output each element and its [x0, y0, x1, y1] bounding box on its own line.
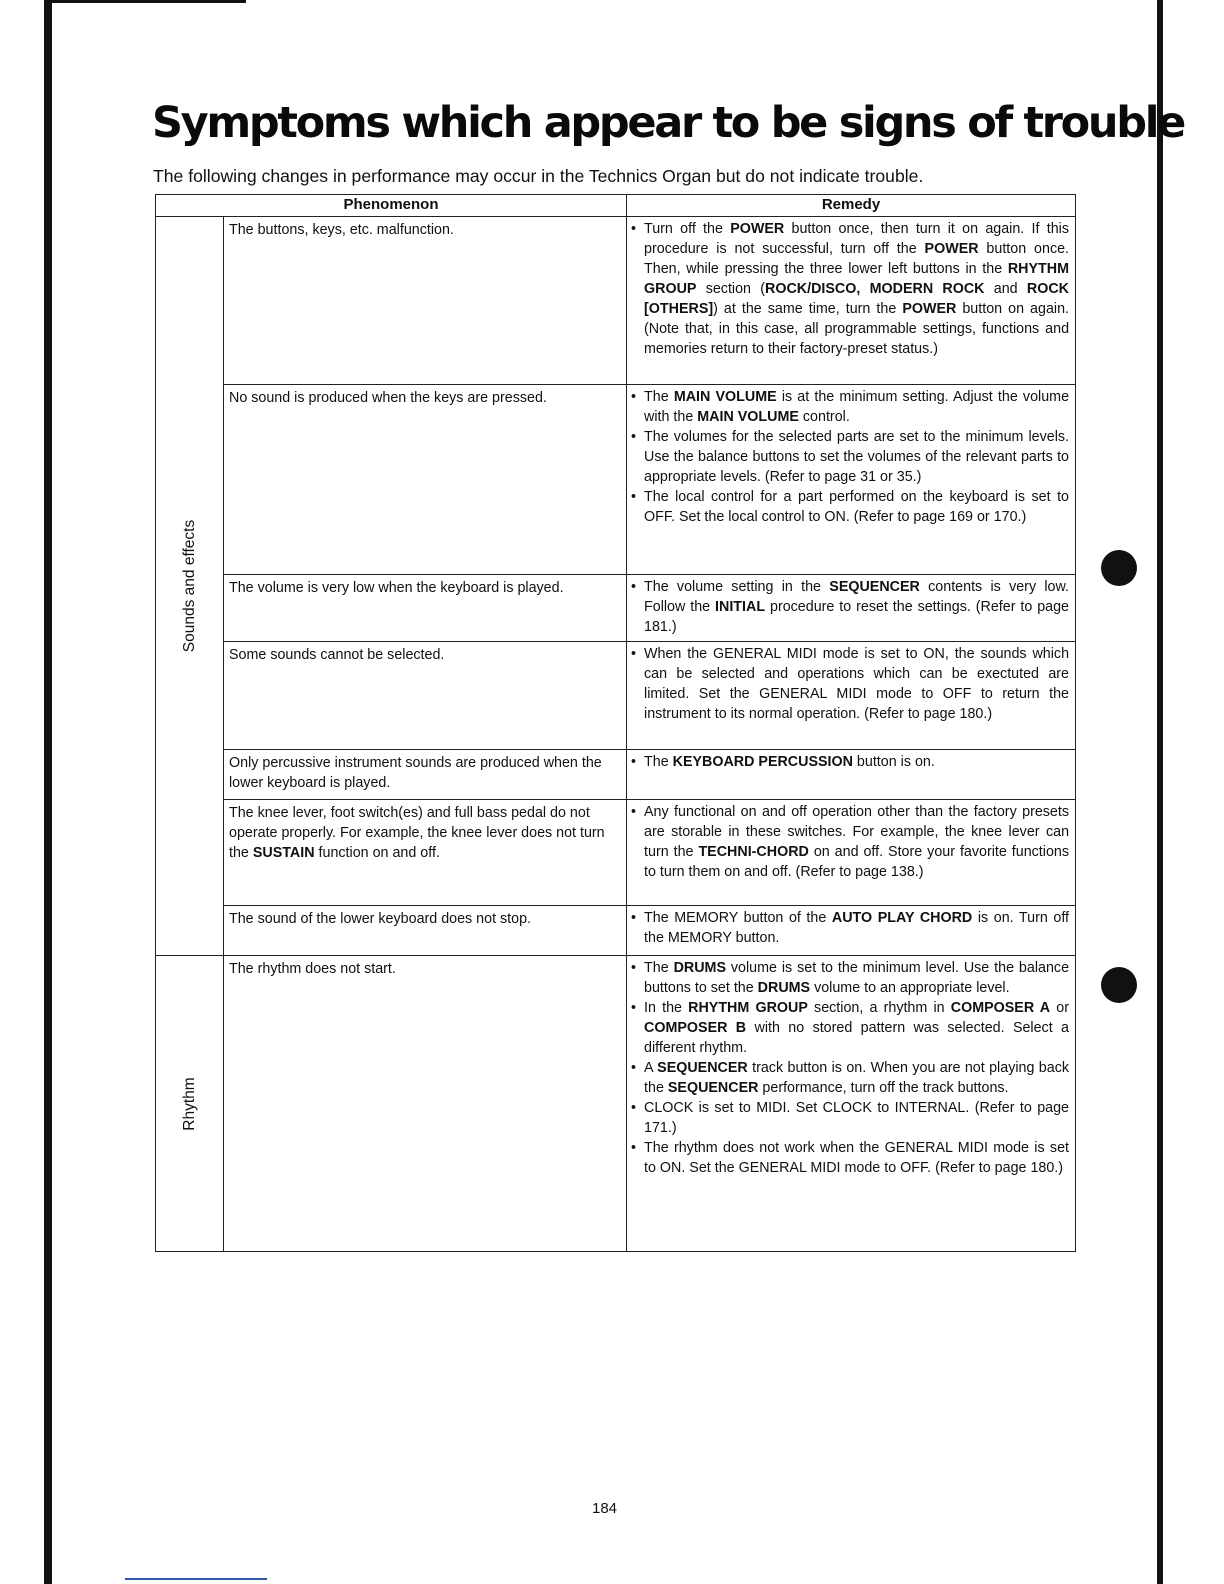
table-row [156, 642, 1076, 750]
text-run: The [644, 754, 673, 770]
remedy-item [630, 219, 1069, 359]
phenomenon-cell [224, 800, 627, 906]
phenomenon-cell: No sound is produced when the keys are pressed. [224, 385, 627, 575]
phenomenon-cell: Some sounds cannot be selected. [224, 642, 627, 750]
remedy-item [630, 1138, 1069, 1178]
text-run: The volume setting in the [644, 579, 830, 595]
page-frame-bottom [125, 1578, 267, 1580]
table-header-row [156, 195, 1076, 217]
remedy-cell [627, 750, 1076, 800]
phenomenon-cell: The rhythm does not start. [224, 956, 627, 1252]
text-run: A [644, 1060, 658, 1076]
text-run: track button is on. When you are not playing back the [644, 1060, 1070, 1096]
bold-term: TECHNI-CHORD [698, 844, 809, 860]
remedy-item [630, 802, 1069, 882]
text-run: When the GENERAL MIDI mode is set to ON, the sounds which can be selected and operations which can be exectuted are limited. Set the GENERAL MIDI mode to OFF to return the instrument to its normal operation. (Refer to page 180.) [644, 646, 1070, 722]
remedy-list [630, 219, 1069, 359]
page-frame-right [1157, 0, 1163, 1584]
category-cell [156, 217, 224, 956]
remedy-item [630, 958, 1069, 998]
text-run: The knee lever, foot switch(es) and full bass pedal do not operate properly. For example, the knee lever does not turn the [229, 805, 605, 861]
text-run: section, a rhythm in [807, 1000, 951, 1016]
table-row [156, 906, 1076, 956]
page-number: 184 [592, 1500, 618, 1517]
remedy-list [630, 908, 1069, 948]
bold-term: SEQUENCER [667, 1080, 759, 1096]
table-row [156, 385, 1076, 575]
text-run: button once. Then, while pressing the three lower left buttons in the [644, 241, 1070, 277]
troubleshooting-table [155, 194, 1076, 1252]
text-run: control. [798, 409, 850, 425]
text-run: is at the minimum setting. Adjust the volume with the [644, 389, 1070, 425]
header-remedy: Remedy [627, 195, 1076, 217]
remedy-item [630, 427, 1069, 487]
bold-term: DRUMS [757, 980, 811, 996]
bold-term: POWER [902, 301, 957, 317]
text-run: is on. Turn off the MEMORY button. [644, 910, 1070, 946]
table-row [156, 217, 1076, 385]
margin-tab-dot [1101, 967, 1137, 1003]
remedy-list [630, 577, 1069, 637]
bold-term: RHYTHM GROUP [644, 261, 1070, 297]
bold-term: POWER [924, 241, 979, 257]
table-row [156, 800, 1076, 906]
remedy-item [630, 487, 1069, 527]
text-run: volume is set to the minimum level. Use the balance buttons to set the [644, 960, 1070, 996]
text-run: The rhythm does not work when the GENERAL MIDI mode is set to ON. Set the GENERAL MIDI mode to OFF. (Refer to page 180.) [644, 1140, 1070, 1176]
page-frame-left [44, 0, 52, 1584]
phenomenon-cell: The buttons, keys, etc. malfunction. [224, 217, 627, 385]
phenomenon-cell: The volume is very low when the keyboard is played. [224, 575, 627, 642]
bold-term: SEQUENCER [657, 1060, 748, 1076]
remedy-item [630, 1058, 1069, 1098]
phenomenon-cell: Only percussive instrument sounds are produced when the lower keyboard is played. [224, 750, 627, 800]
bold-term: AUTO PLAY CHORD [831, 910, 973, 926]
margin-tab-dot [1101, 550, 1137, 586]
remedy-cell [627, 575, 1076, 642]
table-row [156, 956, 1076, 1252]
bold-term: COMPOSER A [950, 1000, 1051, 1016]
remedy-list [630, 752, 1069, 772]
text-run: on and off. Store your favorite functions to turn them on and off. (Refer to page 138.) [644, 844, 1070, 880]
text-run: The local control for a part performed on the keyboard is set to OFF. Set the local control to ON. (Refer to page 169 or 170.) [644, 489, 1070, 525]
text-run: section ( [696, 281, 766, 297]
category-cell [156, 956, 224, 1252]
text-run: The volumes for the selected parts are set to the minimum levels. Use the balance buttons to set the volumes of the relevant parts to appropriate levels. (Refer to page 31 or 35.) [644, 429, 1070, 485]
remedy-list [630, 644, 1069, 724]
text-run: CLOCK is set to MIDI. Set CLOCK to INTERNAL. (Refer to page 171.) [644, 1100, 1070, 1136]
remedy-item [630, 752, 1069, 772]
text-run: button is on. [852, 754, 935, 770]
bold-term: DRUMS [673, 960, 726, 976]
text-run: contents is very low. Follow the [644, 579, 1070, 615]
text-run: and [984, 281, 1027, 297]
bold-term: RHYTHM GROUP [688, 1000, 808, 1016]
text-run: button once, then turn it on again. If this procedure is not successful, turn off the [644, 221, 1070, 257]
category-label: Sounds and effects [180, 519, 198, 653]
text-run: ) at the same time, turn the [713, 301, 903, 317]
bold-term: MAIN VOLUME [697, 409, 799, 425]
bold-term: SUSTAIN [252, 845, 315, 861]
remedy-cell [627, 217, 1076, 385]
remedy-item [630, 644, 1069, 724]
category-label: Rhythm [180, 1076, 198, 1131]
table-body [156, 217, 1076, 1252]
text-run: The [644, 960, 674, 976]
text-run: Turn off the [644, 221, 731, 237]
phenomenon-cell: The sound of the lower keyboard does not stop. [224, 906, 627, 956]
table-row [156, 575, 1076, 642]
text-run: In the [644, 1000, 689, 1016]
bold-term: INITIAL [715, 599, 766, 615]
bold-term: ROCK/DISCO, MODERN ROCK [765, 281, 985, 297]
remedy-list [630, 958, 1069, 1178]
text-run: The [644, 389, 674, 405]
page-title: Symptoms which appear to be signs of trouble [152, 98, 1185, 148]
remedy-item [630, 577, 1069, 637]
bold-term: MAIN VOLUME [673, 389, 777, 405]
table-row [156, 750, 1076, 800]
remedy-cell [627, 906, 1076, 956]
intro-text: The following changes in performance may occur in the Technics Organ but do not indicate trouble. [153, 166, 924, 186]
text-run: Any functional on and off operation other than the factory presets are storable in these switches. For example, the knee lever can turn the [644, 804, 1070, 860]
remedy-item [630, 1098, 1069, 1138]
text-run: function on and off. [314, 845, 440, 861]
bold-term: ROCK [OTHERS] [644, 281, 1069, 317]
text-run: or [1050, 1000, 1070, 1016]
header-phenomenon: Phenomenon [156, 195, 627, 217]
bold-term: KEYBOARD PERCUSSION [672, 754, 853, 770]
text-run: with no stored pattern was selected. Select a different rhythm. [644, 1020, 1070, 1056]
text-run: The MEMORY button of the [644, 910, 832, 926]
text-run: performance, turn off the track buttons. [758, 1080, 1009, 1096]
remedy-item [630, 908, 1069, 948]
bold-term: SEQUENCER [829, 579, 920, 595]
text-run: button on again. (Note that, in this case, all programmable settings, functions and memories return to their factory-preset status.) [644, 301, 1070, 357]
remedy-cell [627, 800, 1076, 906]
remedy-cell [627, 642, 1076, 750]
bold-term: COMPOSER B [644, 1020, 747, 1036]
page-frame-top [44, 0, 246, 3]
text-run: procedure to reset the settings. (Refer to page 181.) [644, 599, 1070, 635]
remedy-item [630, 387, 1069, 427]
remedy-cell [627, 385, 1076, 575]
text-run: volume to an appropriate level. [810, 980, 1010, 996]
remedy-item [630, 998, 1069, 1058]
bold-term: POWER [730, 221, 785, 237]
remedy-list [630, 387, 1069, 527]
remedy-cell [627, 956, 1076, 1252]
remedy-list [630, 802, 1069, 882]
